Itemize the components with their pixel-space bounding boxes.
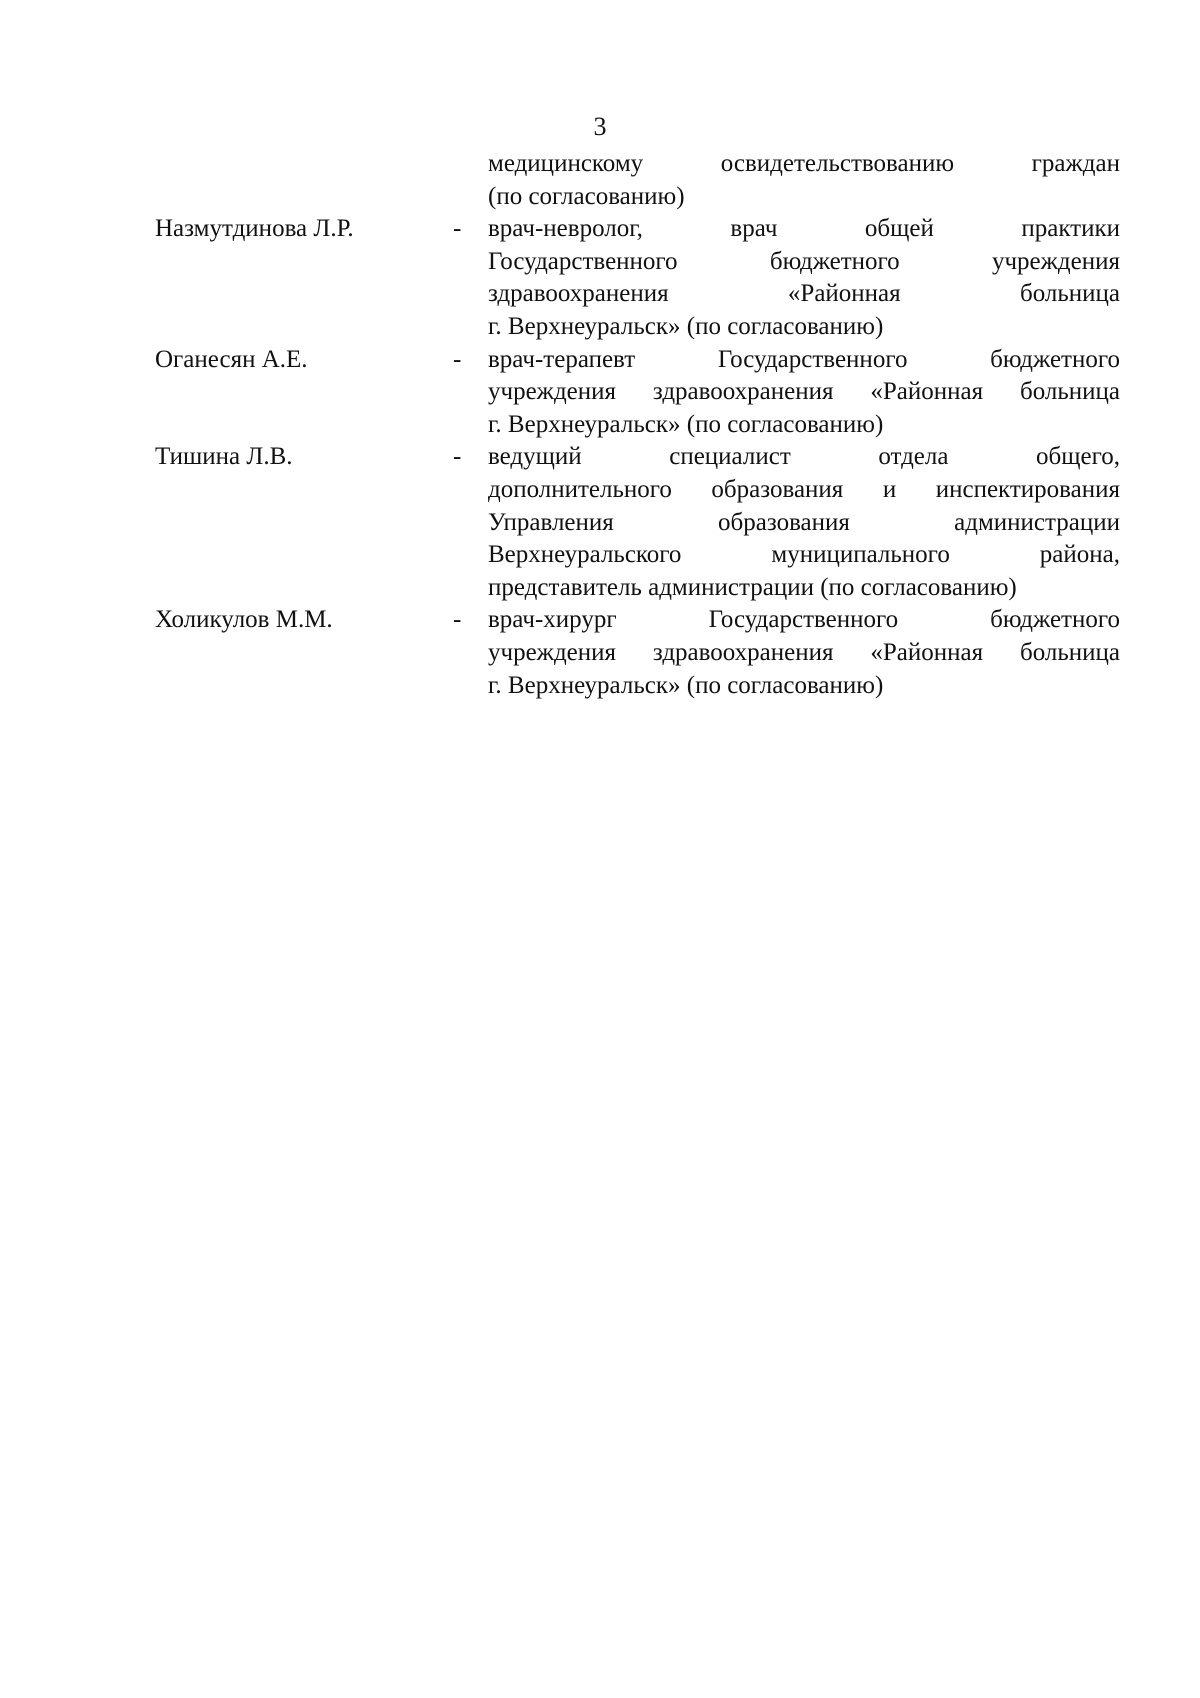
member-name: Оганесян А.Е. xyxy=(155,345,308,373)
member-name: Холикулов М.М. xyxy=(155,606,333,634)
member-dash: - xyxy=(453,443,462,471)
description-line: врач-хирург Государственного бюджетного xyxy=(488,606,1120,634)
description-line: здравоохранения «Районная больница xyxy=(488,280,1120,308)
description-line: Управления образования администрации xyxy=(488,508,1120,536)
member-description xyxy=(488,148,1120,213)
description-line: учреждения здравоохранения «Районная больница xyxy=(488,638,1120,666)
description-line: Государственного бюджетного учреждения xyxy=(488,247,1120,275)
description-line: г. Верхнеуральск» (по согласованию) xyxy=(488,671,884,699)
description-line: дополнительного образования и инспектирования xyxy=(488,475,1120,503)
member-entry-continued xyxy=(155,148,1120,213)
member-dash: - xyxy=(453,215,462,243)
member-list xyxy=(155,148,1120,702)
description-line: г. Верхнеуральск» (по согласованию) xyxy=(488,312,884,340)
description-line: Верхнеуральского муниципального района, xyxy=(488,541,1120,569)
member-name: Тишина Л.В. xyxy=(155,443,293,471)
description-line: врач-невролог, врач общей практики xyxy=(488,215,1120,243)
member-description xyxy=(488,441,1120,604)
description-line: (по согласованию) xyxy=(488,182,685,210)
description-line: ведущий специалист отдела общего, xyxy=(488,443,1120,471)
member-dash: - xyxy=(453,606,462,634)
member-description xyxy=(488,344,1120,442)
description-line: представитель администрации (по согласованию) xyxy=(488,573,1017,601)
member-description xyxy=(488,213,1120,343)
page-number: 3 xyxy=(593,112,607,141)
member-entry xyxy=(155,441,1120,604)
description-line: г. Верхнеуральск» (по согласованию) xyxy=(488,410,884,438)
description-line: врач-терапевт Государственного бюджетного xyxy=(488,345,1120,373)
member-entry xyxy=(155,213,1120,343)
member-name: Назмутдинова Л.Р. xyxy=(155,215,354,243)
member-entry xyxy=(155,344,1120,442)
description-line: медицинскому освидетельствованию граждан xyxy=(488,150,1120,177)
description-line: учреждения здравоохранения «Районная больница xyxy=(488,378,1120,406)
member-entry xyxy=(155,604,1120,702)
member-description xyxy=(488,604,1120,702)
member-dash: - xyxy=(453,345,462,373)
